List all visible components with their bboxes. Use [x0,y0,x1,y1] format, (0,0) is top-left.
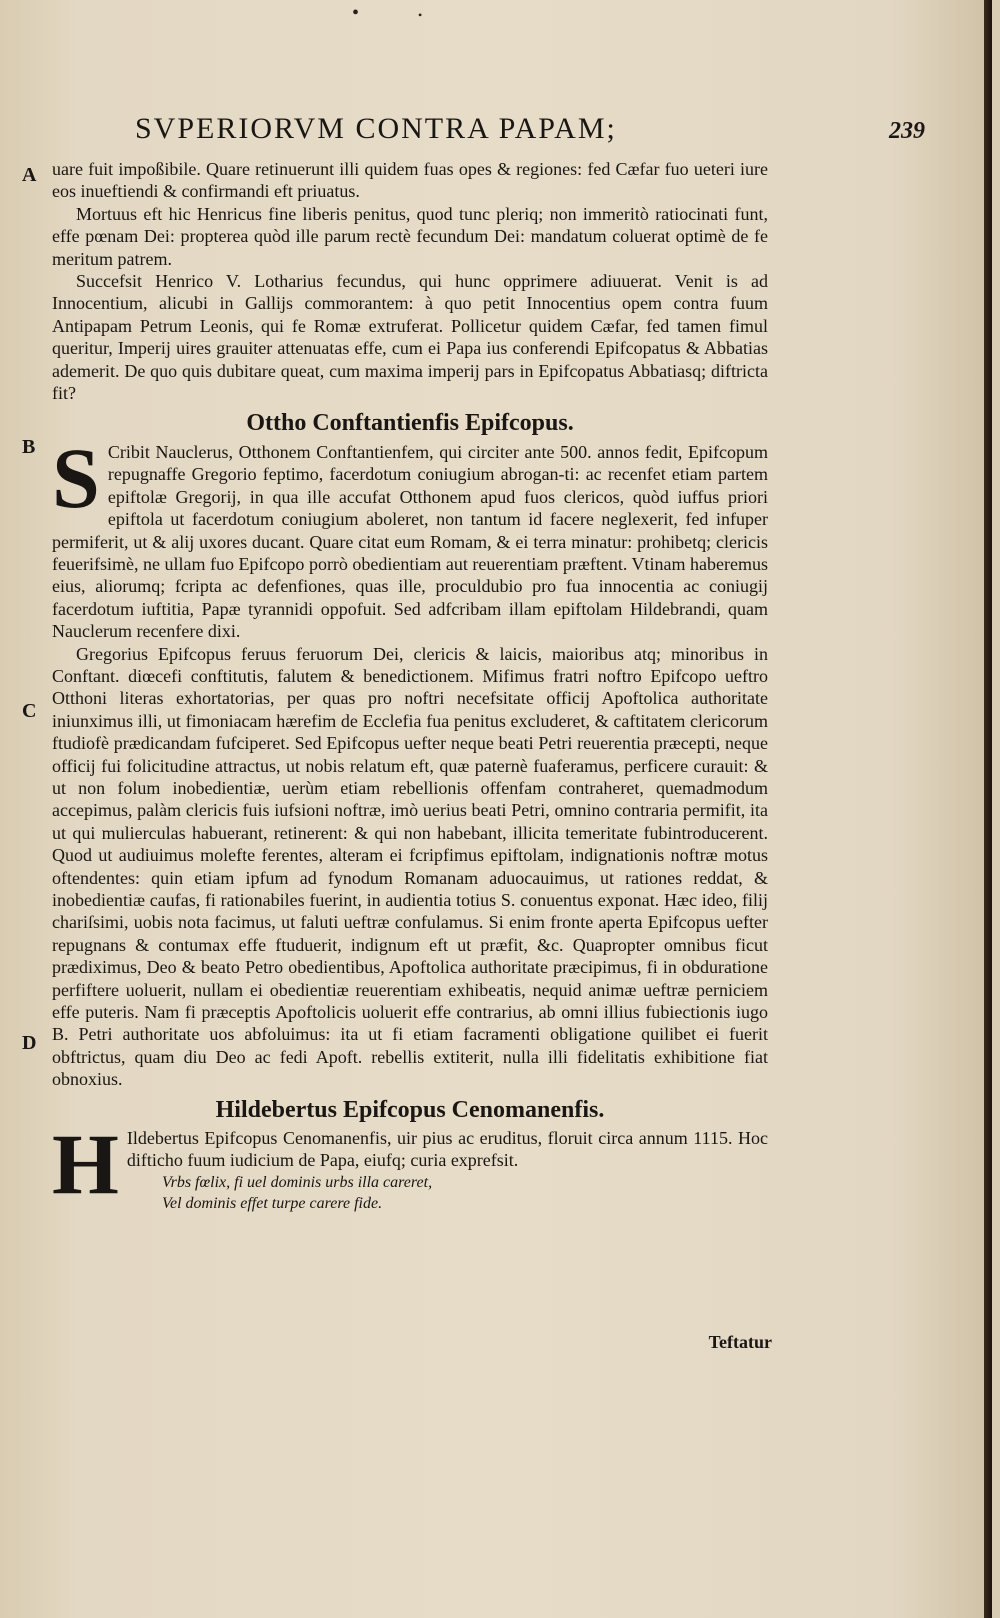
margin-letter-c: C [22,700,37,722]
margin-letter-d: D [22,1032,37,1054]
ink-mark: • [418,8,423,22]
page-edge [984,0,992,1618]
section-heading: Ottho Conftantienfis Epifcopus. [246,410,574,437]
paragraph: uare fuit impoßibile. Quare retinuerunt illi quidem fuas opes & regiones: fed Cæfar fuo ueteri iure eos inueftiendi & confirmandi eft priuatus. [52,159,768,202]
paragraph: Ildebertus Epifcopus Cenomanenfis, uir pius ac eruditus, floruit circa annum 1115. Hoc difticho fuum iudicium de Papa, eiufq; curia exprefsit. [126,1128,768,1171]
section-heading: Hildebertus Epifcopus Cenomanenfis. [215,1096,605,1123]
dropcap-paragraph [52,429,768,643]
verse-line: Vel dominis effet turpe carere fide. [162,1194,383,1212]
dropcap: S [52,429,100,526]
catchword: Teftatur [708,1332,772,1352]
page-header [135,112,925,152]
margin-letter-a: A [22,164,37,186]
paragraph: Gregorius Epifcopus feruus feruorum Dei, clericis & laicis, maioribus atq; minoribus in Conftant. diœcefi conftitutis, falutem & benedictionem. Mifimus fratri noftro Epifcopo ueftro Otthoni literas exhortatorias, per quas pro noftri necefsitate officij Apoftolica authoritate iniunximus illi, ut fimoniacam hærefim de Ecclefia fua penitus excluderet, & caftitatem clericorum ftudiofè prædicandam fufciperet. Sed Epifcopus uefter neque beati Petri reuerentia præcepti, neque officij fui folicitudine attractus, ut nobis relatum eft, quæ paternè fuaferamus, perficere curauit: & ut non folum inobedientiæ, uerùm etiam rebellionis offenfam contraheret, quemadmodum accepimus, palàm clericis fuis iufsioni noftræ, imò uerius beati Petri, omnino contraria permifit, ita ut qui mulierculas habuerant, retinerent: & qui non habebant, illicita temeritate fubintroducerent. Quod ut audiuimus molefte ferentes, alteram ei fcripfimus epiftolam, indignationis noftræ motus oftendentes: quin etiam ipfum ad fynodum Romanam aduocauimus, ut rationes reddat, & inobedientiæ caufas, fi rationabiles fuerint, in audientia totius S. conuentus exponat. Hæc ideo, filij chariſsimi, uobis nota facimus, ut faluti ueftræ confulamus. Si enim fronte aperta Epifcopus uefter repugnans & contumax effe ftuduerit, indignum eft ut præfit, &c. Quapropter omnibus ficut prædiximus, Deo & beato Petro obedientibus, Apoftolica authoritate præcipimus, fi in obduratione perfiftere uoluerit, nullam ei obedientiæ reuerentiam exhibeatis, nequid animæ ueftræ perniciem effe puteris. Nam fi præceptis Apoftolicis uoluerit effe contrarius, ab omni illius fubiectionis iugo B. Petri authoritate uos abfoluimus: ita ut fi etiam facramenti obligatione quilibet ei fuerit obftrictus, quam diu Deo ac fedi Apoft. rebellis extiterit, nulla illi fidelitatis exhibitione fiat obnoxius. [52,643,768,1090]
running-title: SVPERIORVM CONTRA PAPAM; [135,112,617,145]
verse-line: Vrbs fœlix, fi uel dominis urbs illa careret, [162,1173,433,1191]
ink-mark: • [352,2,360,24]
dropcap: H [52,1116,119,1213]
margin-letter-b: B [22,436,36,458]
paragraph: Cribit Nauclerus, Otthonem Conftantienfem, qui circiter ante 500. annos fedit, Epifcopum repugnaffe Gregorio feptimo, facerdotum coniugium abrogan-ti: ac recenfet etiam partem epiftolæ Gregorij, in qua ille accufat Otthonem apud fuos clericos, quòd iuffus priori epiftola ut facerdotum coniugium aboleret, non tantum id facere neglexerit, fed infuper permiferit, ut & alij uxores ducant. Quare citat eum Romam, & ei terra minatur: prohibetq; clericis feuerifsimè, ne ullam fuo Epifcopo porrò obedientiam aut reuerentiam præftent. Vtinam haberemus eius, aliorumq; fcripta ac defenfiones, quas ille, proculdubio pro fua innocentia ac coniugij facerdotum iuftitia, Papæ tyrannidi oppofuit. Sed adfcribam illam epiftolam Hildebrandi, quam Nauclerum recenfere dixi. [52,441,768,642]
paragraph: Mortuus eft hic Henricus fine liberis penitus, quod tunc pleriq; non immeritò ratiocinati funt, effe pœnam Dei: propterea quòd ille parum rectè fecundum Dei: mandatum coluerat optimè de fe meritum patrem. [52,203,768,269]
body-text [52,158,768,1214]
paragraph: Succefsit Henrico V. Lotharius fecundus, qui hunc opprimere adiuuerat. Venit is ad Innocentium, alicubi in Gallijs commorantem: à quo petit Innocentius opem contra fuum Antipapam Petrum Leonis, qui fe Romæ extruferat. Pollicetur quidem Cæfar, fed tamen fimul queritur, Imperij uires grauiter attenuatas effe, cum ei Papa ius conferendi Epifcopatus & Abbatias ademerit. De quo quis dubitare queat, cum maxima imperij pars in Epifcopatus Abbatiasq; diftricta fit? [52,271,768,404]
page-number: 239 [889,118,925,144]
